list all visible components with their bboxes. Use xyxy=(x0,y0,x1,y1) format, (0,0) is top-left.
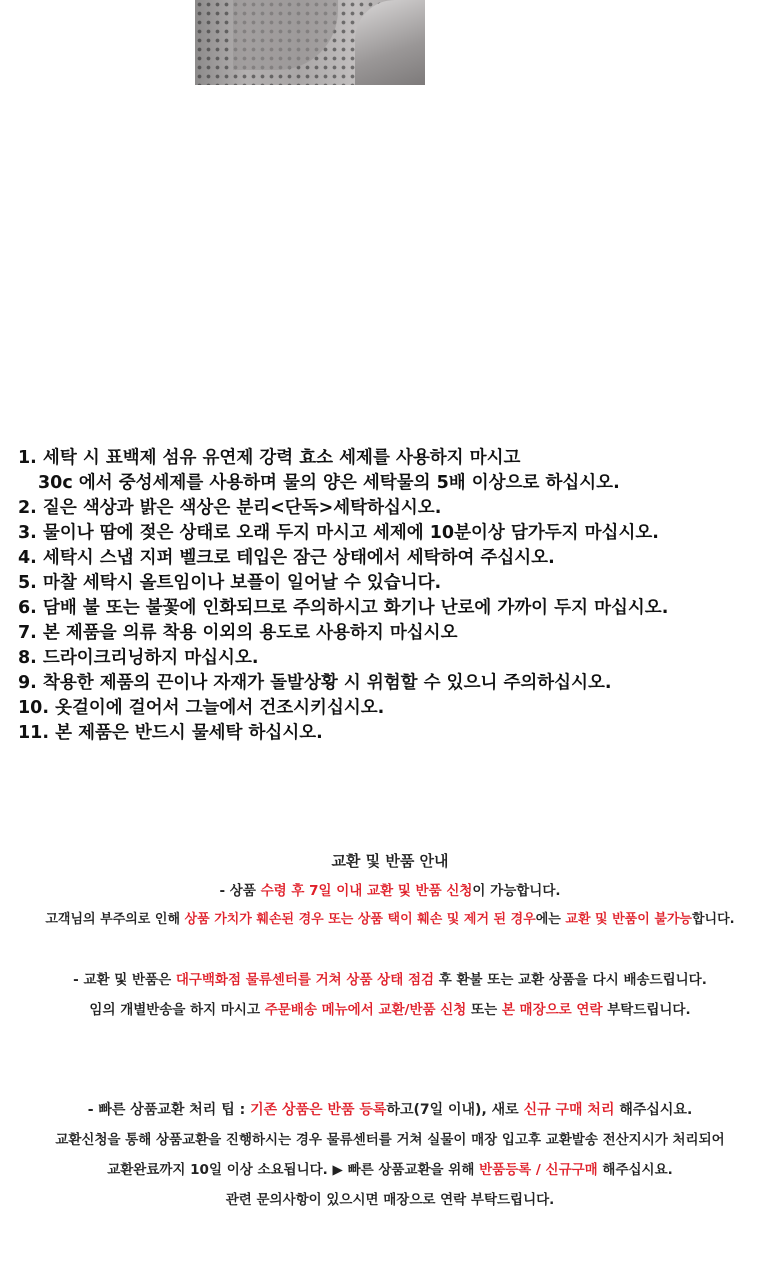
care-item: 9. 착용한 제품의 끈이나 자재가 돌발상황 시 위험할 수 있으니 주의하십시오. xyxy=(18,673,612,693)
tip-highlight: 반품등록 / 신규구매 xyxy=(479,1162,598,1178)
quick-tip-line: 관련 문의사항이 있으시면 매장으로 연락 부탁드립니다. xyxy=(225,1192,555,1208)
tip-text: - 빠른 상품교환 처리 팁 : xyxy=(87,1102,251,1118)
care-item: 10. 옷걸이에 걸어서 그늘에서 건조시키십시오. xyxy=(18,698,385,718)
notice-text: 고객님의 부주의로 인해 xyxy=(45,912,185,927)
care-item: 1. 세탁 시 표백제 섬유 유연제 강력 효소 세제를 사용하지 마시고 xyxy=(18,448,521,468)
quick-tip-line xyxy=(0,1095,780,1125)
notice-text: 후 환불 또는 교환 상품을 다시 배송드립니다. xyxy=(434,972,707,988)
notice-text: 임의 개별반송을 하지 마시고 xyxy=(89,1002,265,1018)
tip-text: 해주십시요. xyxy=(614,1102,693,1118)
product-photo xyxy=(195,0,425,85)
care-item: 5. 마찰 세탁시 올트임이나 보플이 일어날 수 있습니다. xyxy=(18,573,442,593)
notice-text: 이 가능합니다. xyxy=(472,883,561,899)
care-item: 11. 본 제품은 반드시 물세탁 하십시오. xyxy=(18,723,323,743)
care-item: 3. 물이나 땀에 젖은 상태로 오래 두지 마시고 세제에 10분이상 담가두지 마십시오. xyxy=(18,523,659,543)
tip-text: 교환완료까지 10일 이상 소요됩니다. ▶ 빠른 상품교환을 위해 xyxy=(107,1162,480,1178)
notice-text: 에는 xyxy=(535,912,566,927)
care-item: 6. 담배 불 또는 불꽃에 인화되므로 주의하시고 화기나 난로에 가까이 두지 마십시오. xyxy=(18,598,669,618)
notice-text: 부탁드립니다. xyxy=(602,1002,691,1018)
exchange-notice-line xyxy=(0,965,780,995)
exchange-notice-line xyxy=(0,905,780,935)
notice-text: 합니다. xyxy=(692,912,735,927)
care-item: 8. 드라이크리닝하지 마십시오. xyxy=(18,648,259,668)
notice-highlight: 수령 후 7일 이내 교환 및 반품 신청 xyxy=(260,883,473,899)
care-item: 30c 에서 중성세제를 사용하며 물의 양은 세탁물의 5배 이상으로 하십시오. xyxy=(38,473,620,493)
notice-highlight: 교환 및 반품이 불가능 xyxy=(565,912,692,927)
care-instructions-list xyxy=(18,446,778,746)
exchange-notice-line xyxy=(0,876,780,906)
quick-tip-line: 교환신청을 통해 상품교환을 진행하시는 경우 물류센터를 거쳐 실물이 매장 입고후 교환발송 전산지시가 처리되어 xyxy=(55,1132,725,1148)
tip-text: 하고(7일 이내), 새로 xyxy=(386,1102,524,1118)
notice-highlight: 본 매장으로 연락 xyxy=(501,1002,603,1018)
notice-text: - 교환 및 반품은 xyxy=(73,972,176,988)
fabric-seam xyxy=(355,0,425,85)
notice-text: 또는 xyxy=(466,1002,502,1018)
care-item: 2. 짙은 색상과 밝은 색상은 분리<단독>세탁하십시오. xyxy=(18,498,442,518)
tip-text: 해주십시요. xyxy=(597,1162,673,1178)
care-item: 4. 세탁시 스냅 지퍼 벨크로 테입은 잠근 상태에서 세탁하여 주십시오. xyxy=(18,548,555,568)
care-item: 7. 본 제품을 의류 착용 이외의 용도로 사용하지 마십시오 xyxy=(18,623,458,643)
notice-highlight: 상품 가치가 훼손된 경우 또는 상품 택이 훼손 및 제거 된 경우 xyxy=(184,912,536,927)
tip-highlight: 신규 구매 처리 xyxy=(523,1102,615,1118)
quick-tip-line xyxy=(0,1155,780,1185)
notice-highlight: 대구백화점 물류센터를 거쳐 상품 상태 점검 xyxy=(175,972,435,988)
notice-highlight: 주문배송 메뉴에서 교환/반품 신청 xyxy=(264,1002,467,1018)
tip-highlight: 기존 상품은 반품 등록 xyxy=(250,1102,387,1118)
exchange-notice-title: 교환 및 반품 안내 xyxy=(331,852,449,870)
exchange-notice-line xyxy=(0,995,780,1025)
notice-text: - 상품 xyxy=(219,883,261,899)
